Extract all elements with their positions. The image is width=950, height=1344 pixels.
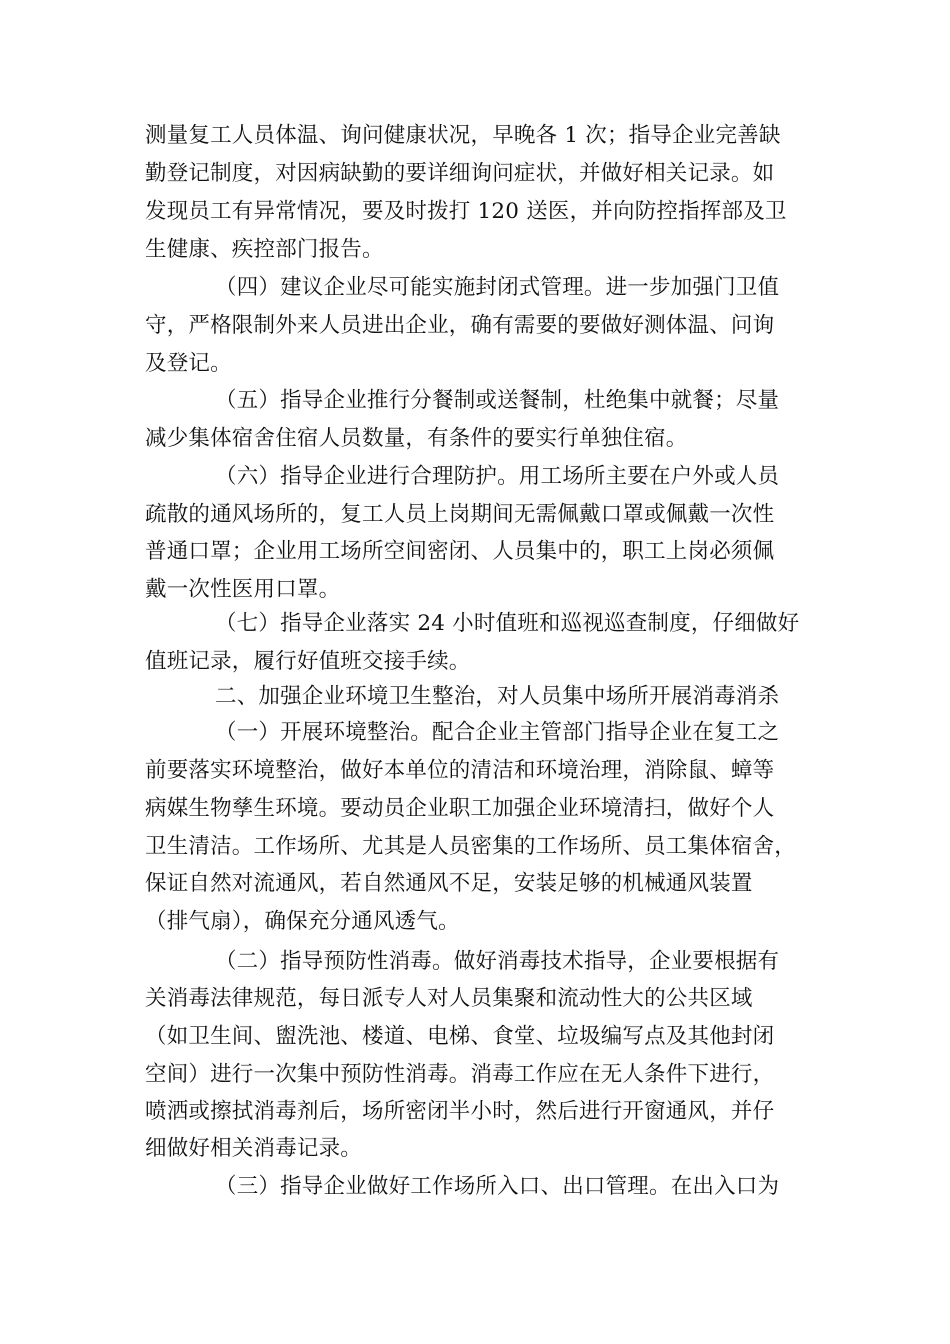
text-line: 值班记录，履行好值班交接手续。 — [145, 649, 471, 674]
paragraph-start-line: （二）指导预防性消毒。做好消毒技术指导，企业要根据有 — [215, 949, 780, 974]
paragraph-start-line: （三）指导企业做好工作场所入口、出口管理。在出入口为 — [215, 1174, 780, 1199]
text-line: （排气扇），确保充分通风透气。 — [145, 909, 460, 934]
paragraph-start-line: （六）指导企业进行合理防护。用工场所主要在户外或人员 — [215, 464, 780, 489]
text-line: 减少集体宿舍住宿人员数量，有条件的要实行单独住宿。 — [145, 426, 688, 451]
text-line: 喷洒或擦拭消毒剂后，场所密闭半小时，然后进行开窗通风，并仔 — [145, 1099, 775, 1124]
text-line: 生健康、疾控部门报告。 — [145, 237, 384, 262]
paragraph-start-line: （五）指导企业推行分餐制或送餐制，杜绝集中就餐；尽量 — [215, 388, 780, 413]
text-line: 及登记。 — [145, 351, 232, 376]
text-line: 勤登记制度，对因病缺勤的要详细询问症状，并做好相关记录。如 — [145, 161, 775, 186]
text-line: 关消毒法律规范，每日派专人对人员集聚和流动性大的公共区域 — [145, 986, 753, 1011]
text-line: 守，严格限制外来人员进出企业，确有需要的要做好测体温、问询 — [145, 313, 775, 338]
paragraph-start-line: （四）建议企业尽可能实施封闭式管理。进一步加强门卫值 — [215, 275, 780, 300]
text-line: 卫生清洁。工作场所、尤其是人员密集的工作场所、员工集体宿舍， — [145, 834, 797, 859]
text-line: 前要落实环境整治，做好本单位的清洁和环境治理，消除鼠、蟑等 — [145, 758, 775, 783]
text-line: 病媒生物孳生环境。要动员企业职工加强企业环境清扫，做好个人 — [145, 796, 775, 821]
text-line: （如卫生间、盥洗池、楼道、电梯、食堂、垃圾编写点及其他封闭 — [145, 1024, 775, 1049]
text-line: 普通口罩；企业用工场所空间密闭、人员集中的，职工上岗必须佩 — [145, 539, 775, 564]
text-line: 测量复工人员体温、询问健康状况，早晚各 1 次；指导企业完善缺 — [145, 123, 781, 148]
text-line: 保证自然对流通风，若自然通风不足，安装足够的机械通风装置 — [145, 871, 753, 896]
paragraph-start-line: （七）指导企业落实 24 小时值班和巡视巡查制度，仔细做好 — [215, 611, 800, 636]
text-line: 戴一次性医用口罩。 — [145, 577, 341, 602]
paragraph-start-line: （一）开展环境整治。配合企业主管部门指导企业在复工之 — [215, 720, 780, 745]
text-line: 空间）进行一次集中预防性消毒。消毒工作应在无人条件下进行， — [145, 1062, 775, 1087]
text-line: 疏散的通风场所的，复工人员上岗期间无需佩戴口罩或佩戴一次性 — [145, 502, 775, 527]
text-line: 细做好相关消毒记录。 — [145, 1136, 363, 1161]
section-heading: 二、加强企业环境卫生整治，对人员集中场所开展消毒消杀 — [215, 684, 780, 709]
text-line: 发现员工有异常情况，要及时拨打 120 送医，并向防控指挥部及卫 — [145, 199, 787, 224]
